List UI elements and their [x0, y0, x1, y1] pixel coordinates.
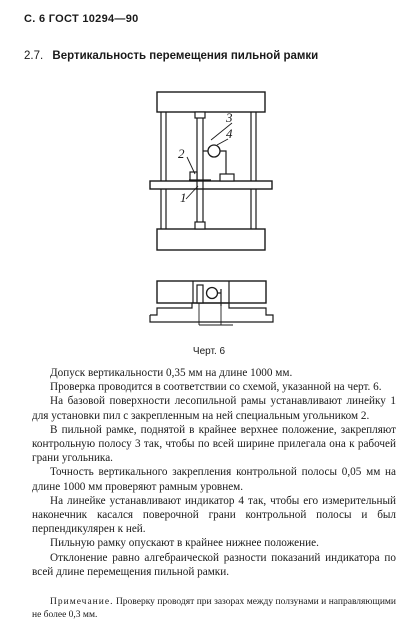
callout-2: 2	[178, 146, 185, 161]
paragraph: В пильной рамке, поднятой в крайнее верхнее положение, закрепляют контрольную полосу 3 так, чтобы по всей ширине прилегала она к рабочей грани угольника.	[32, 423, 396, 465]
page-header: С. 6 ГОСТ 10294—90	[24, 13, 139, 25]
paragraph: Точность вертикального закрепления контрольной полосы 0,05 мм на длине 1000 мм проверяют рамным уровнем.	[32, 466, 396, 493]
bottom-beam	[157, 229, 265, 250]
plan-view	[150, 281, 273, 325]
indicator-4	[208, 145, 220, 157]
top-beam	[157, 92, 265, 112]
body-text	[32, 366, 396, 579]
paragraph: Пильную рамку опускают в крайнее нижнее положение.	[50, 537, 319, 550]
callout-3: 3	[226, 110, 233, 125]
figure-caption: Черт. 6	[192, 346, 226, 357]
base-ruler	[150, 181, 272, 189]
paragraph: На линейке устанавливают индикатор 4 так, чтобы его измерительный наконечник касался поверочной грани контрольной полосы и был перпендикулярен к ней.	[32, 494, 396, 536]
paragraph: На базовой поверхности лесопильной рамы устанавливают линейку 1 для установки пил с закрепленным на ней специальным угольником 2.	[32, 395, 396, 422]
paragraph: Допуск вертикальности 0,35 мм на длине 1000 мм.	[50, 367, 293, 379]
paragraph: Отклонение равно алгебраической разности показаний индикатора по всей длине перемещения пильной рамки.	[32, 551, 396, 578]
callout-1: 1	[180, 190, 187, 205]
section-number: 2.7.	[24, 50, 44, 62]
note	[32, 596, 396, 622]
callout-4: 4	[226, 126, 233, 141]
section-title: Вертикальность перемещения пильной рамки	[52, 50, 319, 62]
note-lead: Примечание.	[50, 597, 114, 607]
paragraph: Проверка проводится в соответствии со схемой, указанной на черт. 6.	[50, 381, 382, 394]
note-text: Проверку проводят при зазорах между ползунами и направляющими не более 0,3 мм.	[32, 597, 397, 620]
